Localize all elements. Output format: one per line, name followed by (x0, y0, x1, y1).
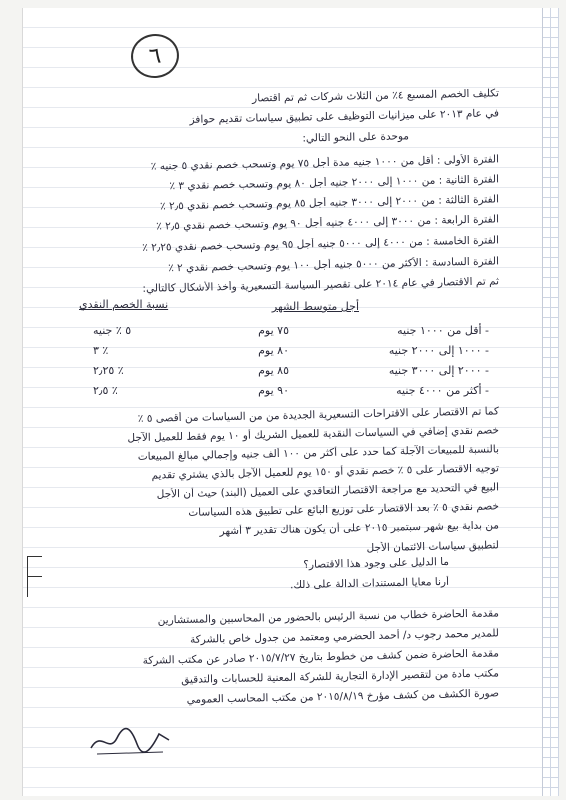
margin-bracket (27, 576, 42, 597)
table-row (93, 364, 489, 382)
body-line: كما تم الاقتصار على الاقتراحات التسعيرية الجديدة من من السياسات من أقصى ٥ ٪ (137, 405, 500, 425)
table-cell-rate: ٢٫٢٥ ٪ (93, 364, 124, 377)
table-cell-range: - أكثر من ٤٠٠٠ جنيه (396, 384, 489, 397)
body-line: من بداية بيع شهر سبتمبر ٢٠١٥ على أن يكون هناك تقدير ٣ أشهر (219, 519, 500, 538)
table-cell-term: ٨٥ يوم (258, 364, 289, 377)
period-line: الفترة الرابعة : من ٣٠٠٠ إلى ٤٠٠٠ جنيه أجل ٩٠ يوم وتسحب خصم نقدي ٢٫٥ ٪ (156, 213, 500, 233)
closing-line: مقدمة الحاضرة خطاب من نسبة الرئيس بالحضور من المحاسبين والمستشارين (157, 607, 500, 627)
margin-bracket (27, 556, 42, 577)
table-cell-rate: ٣ ٪ (93, 344, 109, 357)
table-header-rate: نسبة الخصم النقدي (79, 298, 169, 311)
document-page (22, 8, 559, 796)
intro-line: في عام ٢٠١٣ على ميزانيات التوظيف على تطبيق سياسات تقديم حوافز (189, 107, 500, 126)
table-row (93, 344, 489, 362)
body-line: لتطبيق سياسات الائتمان الأجل (366, 539, 500, 555)
question-line: ما الدليل على وجود هذا الاقتصار؟ (303, 555, 450, 571)
closing-line: للمدير محمد رجوب د/ أحمد الحضرمي ومعتمد من جدول خاص بالشركة (189, 627, 500, 646)
table-cell-range: - ١٠٠٠ إلى ٢٠٠٠ جنيه (388, 344, 489, 357)
table-cell-range: - ٢٠٠٠ إلى ٣٠٠٠ جنيه (388, 364, 489, 377)
table-cell-range: - أقل من ١٠٠٠ جنيه (397, 324, 489, 337)
period-line: الفترة الخامسة : من ٤٠٠٠ إلى ٥٠٠٠ جنيه أجل ٩٥ يوم وتسحب خصم نقدي ٢٫٢٥ ٪ (142, 234, 500, 254)
period-line: الفترة الثانية : من ١٠٠٠ إلى ٢٠٠٠ جنيه أجل ٨٠ يوم وتسحب خصم نقدي ٣ ٪ (169, 173, 500, 193)
page-number-circle (129, 32, 181, 81)
period-line: الفترة الأولى : أقل من ١٠٠٠ جنيه مدة أجل ٧٥ يوم وتسحب خصم نقدي ٥ جنيه ٪ (150, 153, 500, 173)
body-line: بالنسبة للمبيعات الآجلة كما حدد على أكثر من ١٠٠ ألف جنيه وإجمالي مبالغ المبيعات (137, 443, 500, 463)
period-line: الفترة الثالثة : من ٢٠٠٠ إلى ٣٠٠٠ جنيه أجل ٨٥ يوم وتسحب خصم نقدي ٢٫٥ ٪ (159, 193, 500, 213)
intro-line: موحدة على النحو التالي: (302, 130, 410, 145)
intro-line: تكليف الخصم المسبع ٤٪ من الثلاث شركات ثم تم اقتصار (251, 87, 500, 105)
table-row (93, 384, 489, 402)
page-number: ٦ (147, 42, 163, 70)
table-cell-rate: ٢٫٥ ٪ (93, 384, 118, 397)
body-line: البيع في التحديد مع مراجعة الاقتصار التعاقدي على العميل (البند) حيث أن الأجل (156, 481, 500, 501)
period-line: الفترة السادسة : الأكثر من ٥٠٠٠ جنيه أجل ١٠٠ يوم وتسحب خصم نقدي ٢ ٪ (168, 255, 500, 275)
table-row (93, 324, 489, 342)
closing-line: مكتب مادة من لتقصير الإدارة التجارية للشركة المعنية للحسابات والتدقيق (181, 667, 500, 687)
question-line: أرنا معايا المستندات الدالة على ذلك. (289, 575, 450, 592)
signature-scribble-icon (87, 720, 173, 760)
body-line: خصم نقدي إضافي في السياسات النقدية للعميل الشريك أو ١٠ يوم فقط للعميل الآجل (127, 424, 500, 445)
body-line: خصم نقدي ٥ ٪ بعد الاقتصار على توزيع البائع على تطبيق هذه السياسات (188, 500, 500, 519)
closing-line: مقدمة الحاضرة ضمن كشف من خطوط بتاريخ ٢٠١٥/٧/٢٧ صادر عن مكتب الشركة (142, 647, 500, 667)
table-cell-term: ٩٠ يوم (258, 384, 289, 397)
body-line: توجيه الاقتصار على ٥ ٪ خصم نقدي أو ١٥٠ يوم للعميل الآجل بالذي يشتري تقديم (151, 462, 500, 482)
graph-paper-margin (542, 8, 559, 796)
closing-line: صورة الكشف من كشف مؤرخ ٢٠١٥/٨/١٩ من مكتب المحاسب العمومي (186, 687, 500, 706)
table-cell-term: ٨٠ يوم (258, 344, 289, 357)
table-cell-term: ٧٥ يوم (258, 324, 289, 337)
table-cell-rate: ٥ ٪ جنيه (93, 324, 132, 337)
table-header-term: أجل متوسط الشهر (271, 300, 359, 313)
period-line: ثم تم الاقتصار في عام ٢٠١٤ على تقصير السياسة التسعيرية وأخذ الأشكال كالتالي: (142, 275, 500, 295)
